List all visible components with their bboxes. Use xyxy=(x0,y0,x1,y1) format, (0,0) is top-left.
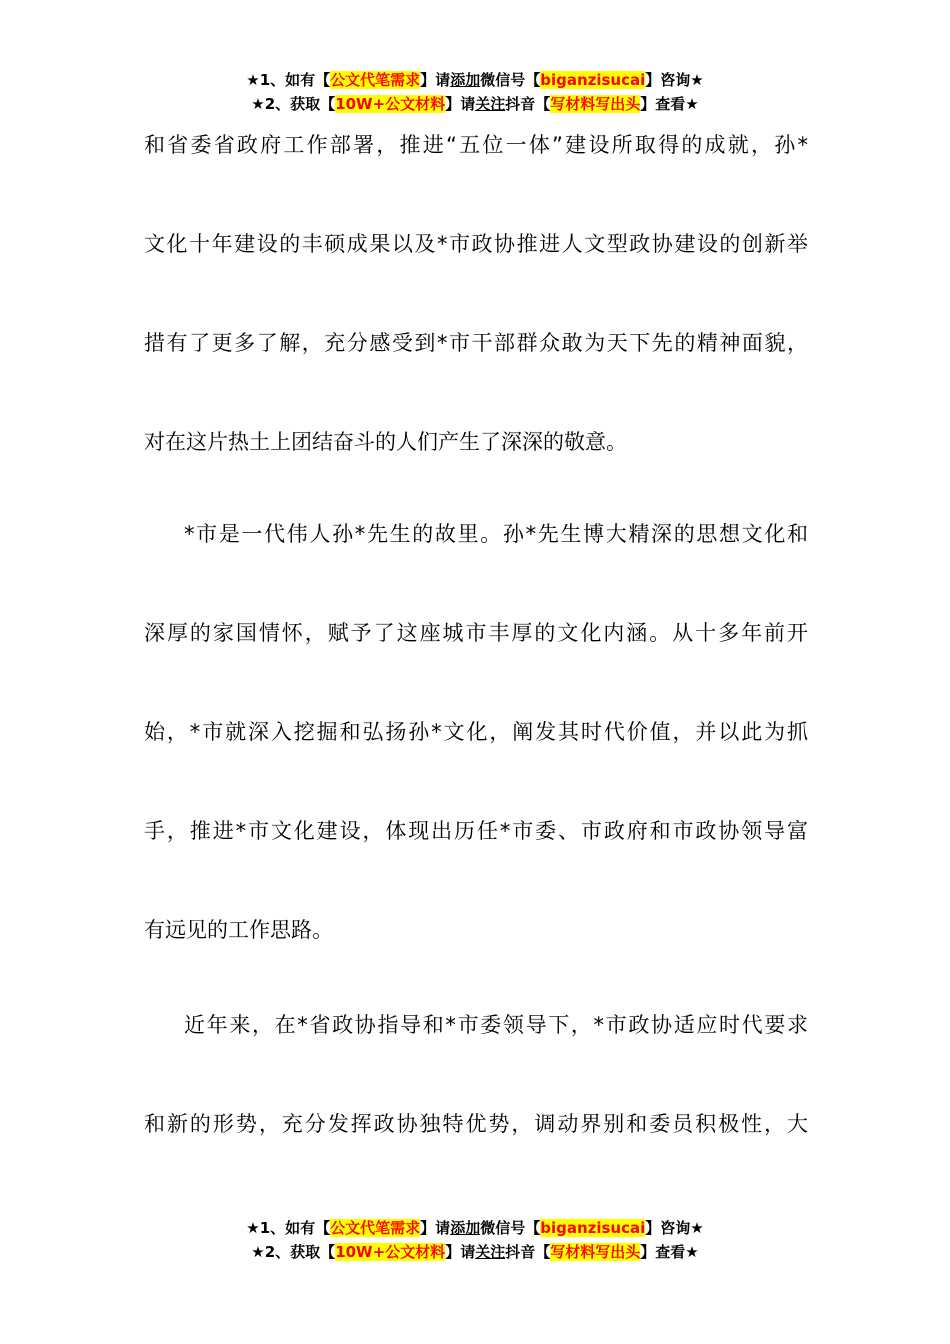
footer-highlight-service: 公文代笔需求 xyxy=(330,1219,421,1237)
header-line-2-suffix: 】查看★ xyxy=(640,95,699,113)
body-line-11: 和新的形势，充分发挥政协独特优势，调动界别和委员积极性，大 xyxy=(144,1112,808,1136)
footer-line-1-wechat-label: 微信号【 xyxy=(480,1219,541,1237)
body-line-9: 有远见的工作思路。 xyxy=(144,918,333,942)
footer-line-2-douyin-label: 抖音【 xyxy=(505,1243,551,1261)
footer-line-1 xyxy=(0,1216,950,1240)
header-highlight-materials: 10W+公文材料 xyxy=(335,95,446,113)
body-line-5: *市是一代伟人孙*先生的故里。孙*先生博大精深的思想文化和 xyxy=(184,522,808,546)
body-line-6: 深厚的家国情怀，赋予了这座城市丰厚的文化内涵。从十多年前开 xyxy=(144,621,808,645)
header-line-2 xyxy=(0,92,950,116)
footer-highlight-materials: 10W+公文材料 xyxy=(335,1243,446,1261)
footer-line-2-text: 】请 xyxy=(445,1243,476,1261)
header-line-1-text: 】请 xyxy=(420,71,451,89)
header-line-2-prefix: ★2、获取【 xyxy=(251,95,336,113)
footer-wechat-id: biganzisucai xyxy=(540,1219,646,1237)
header-line-2-text: 】请 xyxy=(445,95,476,113)
footer-underline-follow: 关注 xyxy=(475,1243,506,1261)
body-line-10: 近年来，在*省政协指导和*市委领导下，*市政协适应时代要求 xyxy=(184,1013,808,1037)
footer-line-2 xyxy=(0,1240,950,1264)
footer-line-2-suffix: 】查看★ xyxy=(640,1243,699,1261)
body-line-2: 文化十年建设的丰硕成果以及*市政协推进人文型政协建设的创新举 xyxy=(144,232,808,256)
footer-line-2-prefix: ★2、获取【 xyxy=(251,1243,336,1261)
header-line-1-wechat-label: 微信号【 xyxy=(480,71,541,89)
footer-line-1-text: 】请 xyxy=(420,1219,451,1237)
body-line-7: 始，*市就深入挖掘和弘扬孙*文化，阐发其时代价值，并以此为抓 xyxy=(144,720,808,744)
header-highlight-service: 公文代笔需求 xyxy=(330,71,421,89)
footer-banner xyxy=(0,1216,950,1264)
header-underline-follow: 关注 xyxy=(475,95,506,113)
header-line-1-suffix: 】咨询★ xyxy=(645,71,704,89)
header-wechat-id: biganzisucai xyxy=(540,71,646,89)
header-banner xyxy=(0,68,950,116)
footer-douyin-account: 写材料写出头 xyxy=(550,1243,641,1261)
body-line-1: 和省委省政府工作部署，推进“五位一体”建设所取得的成就，孙* xyxy=(144,133,808,157)
footer-underline-add: 添加 xyxy=(450,1219,481,1237)
header-line-1 xyxy=(0,68,950,92)
footer-line-1-prefix: ★1、如有【 xyxy=(246,1219,331,1237)
header-underline-add: 添加 xyxy=(450,71,481,89)
body-line-8: 手，推进*市文化建设，体现出历任*市委、市政府和市政协领导富 xyxy=(144,819,808,843)
body-line-4: 对在这片热土上团结奋斗的人们产生了深深的敬意。 xyxy=(144,430,627,454)
footer-line-1-suffix: 】咨询★ xyxy=(645,1219,704,1237)
header-line-1-prefix: ★1、如有【 xyxy=(246,71,331,89)
header-douyin-account: 写材料写出头 xyxy=(550,95,641,113)
header-line-2-douyin-label: 抖音【 xyxy=(505,95,551,113)
body-line-3: 措有了更多了解，充分感受到*市干部群众敢为天下先的精神面貌， xyxy=(144,331,808,355)
